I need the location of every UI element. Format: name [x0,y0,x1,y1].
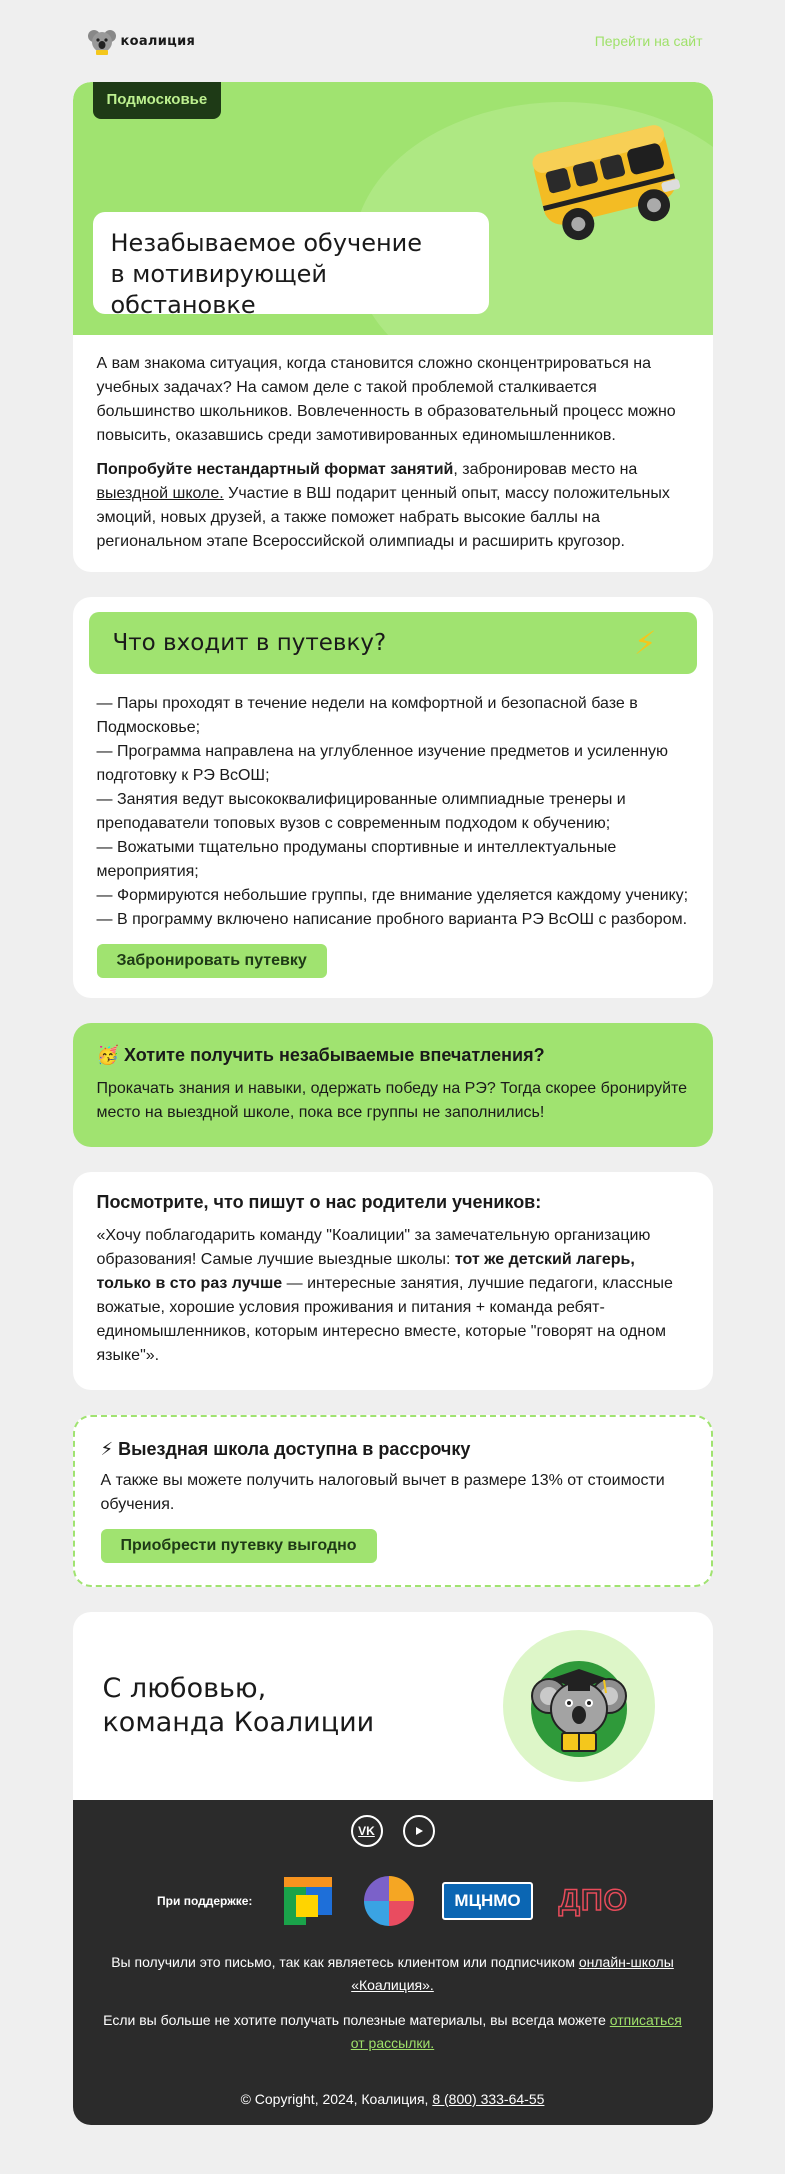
promo-title-text: Хотите получить незабываемые впечатления? [123,1045,545,1065]
includes-title: Что входит в путевку? [112,630,387,656]
school-bus-icon [518,108,693,248]
party-icon: 🥳 [96,1045,119,1065]
intro-text [73,335,713,572]
outbound-school-link[interactable]: выездной школе. [96,485,224,502]
footer-unsubscribe-text: Если вы больше не хотите получать полезные материалы, вы всегда можете [103,2012,610,2028]
lightning-icon: ⚡ [634,624,657,662]
list-item: — Программа направлена на углубленное изучение предметов и усиленную подготовку к РЭ ВсОШ; [96,743,669,784]
review-text-start: «Хочу поблагодарить команду "Коалиции" за замечательную организацию образования! Самые лучшие выездные школы: [96,1227,651,1268]
region-badge: Подмосковье [93,82,222,119]
buy-voucher-button[interactable]: Приобрести путевку выгодно [101,1529,377,1563]
social-links [73,1815,713,1847]
footer-notice [73,1951,713,1997]
signature-footer-block [73,1612,713,2125]
list-item: — Формируются небольшие группы, где внимание уделяется каждому ученику; [96,887,689,904]
intro-card [73,82,713,572]
partner-logo-dpo: ДПО [558,1884,628,1917]
copyright-text: © Copyright, 2024, Коалиция, [240,2091,433,2107]
promo-title [97,1043,689,1067]
promo-card [73,1023,713,1147]
hero-title [93,212,489,319]
hero-banner [73,82,713,335]
book-voucher-button[interactable]: Забронировать путевку [97,944,327,978]
koala-logo-icon [87,26,117,56]
includes-header [89,612,697,674]
footer-unsubscribe [73,2009,713,2055]
review-text [97,1224,689,1368]
school-link[interactable]: онлайн-школы «Коалиция». [351,1954,674,1993]
footer-notice-text: Вы получили это письмо, так как являетесь клиентом или подписчиком [111,1954,579,1970]
logo[interactable] [87,26,196,56]
partner-logo-cube [282,1875,336,1927]
review-text-end: — интересные занятия, лучшие педагоги, классные вожатые, хорошие условия проживания и питания + команда ребят-единомышленников, которым интересно вместе, которые "говорят на одном языке"». [96,1275,673,1364]
signature-card [73,1612,713,1800]
signature-line2: команда Коалиции [102,1707,375,1738]
list-item: — Вожатыми тщательно продуманы спортивные и интеллектуальные мероприятия; [96,839,617,880]
list-item: — Занятия ведут высококвалифицированные олимпиадные тренеры и преподаватели топовых вузов с современным подходом к обучению; [96,791,626,832]
list-item: — В программу включено написание пробного варианта РЭ ВсОШ с разбором. [96,911,688,928]
installment-title [101,1437,685,1461]
partner-logo-mcnmo: МЦНМО [442,1882,532,1920]
list-item: — Пары проходят в течение недели на комфортной и безопасной базе в Подмосковье; [96,695,638,736]
signature-text [103,1672,375,1740]
includes-list [89,674,697,932]
promo-text: Прокачать знания и навыки, одержать победу на РЭ? Тогда скорее бронируйте место на выездной школе, пока все группы не заполнились! [96,1080,688,1121]
koala-mascot [503,1630,655,1782]
intro-bold: Попробуйте нестандартный формат занятий [96,461,454,478]
vk-icon[interactable]: VK [351,1815,383,1847]
phone-link[interactable]: 8 (800) 333-64-55 [432,2091,545,2107]
intro-text-mid: , забронировав место на [453,461,638,478]
email-header [73,0,713,82]
installment-text: А также вы можете получить налоговый вычет в размере 13% от стоимости обучения. [100,1472,665,1513]
intro-paragraph-2 [97,458,689,554]
unsubscribe-link[interactable]: отписаться от рассылки. [350,2012,682,2051]
reviews-title: Посмотрите, что пишут о нас родители учеников: [96,1192,542,1212]
email-container [73,0,713,2125]
support-partners [73,1873,713,1929]
koala-graduate-icon [524,1651,634,1761]
hero-title-line1: Незабываемое обучение [110,229,423,257]
reviews-card [73,1172,713,1390]
copyright [73,2091,713,2107]
support-label: При поддержке: [157,1894,253,1908]
includes-card [73,597,713,998]
go-to-site-link[interactable]: Перейти на сайт [594,33,703,49]
intro-text-end: Участие в ВШ подарит ценный опыт, массу положительных эмоций, новых друзей, а также поможет набрать высокие баллы на региональном этапе Всероссийской олимпиады и расширить кругозор. [96,485,670,550]
youtube-icon[interactable] [403,1815,435,1847]
play-icon [411,1825,427,1837]
lightning-icon: ⚡ [100,1439,114,1459]
signature-line1: С любовью, [102,1673,267,1704]
hero-title-line2: в мотивирующей обстановке [110,260,327,319]
partner-logo-flower [362,1874,416,1928]
footer [73,1800,713,2125]
installment-card [73,1415,713,1587]
logo-text: коалиция [120,33,196,49]
review-text-bold: тот же детский лагерь, только в сто раз лучше [96,1251,635,1292]
installment-title-text: Выездная школа доступна в рассрочку [118,1439,471,1459]
intro-paragraph-1: А вам знакома ситуация, когда становится сложно сконцентрироваться на учебных задачах? На самом деле с такой проблемой сталкивается большинство школьников. Вовлеченность в образовательный процесс можно повысить, оказавшись среди замотивированных единомышленников. [96,355,676,444]
